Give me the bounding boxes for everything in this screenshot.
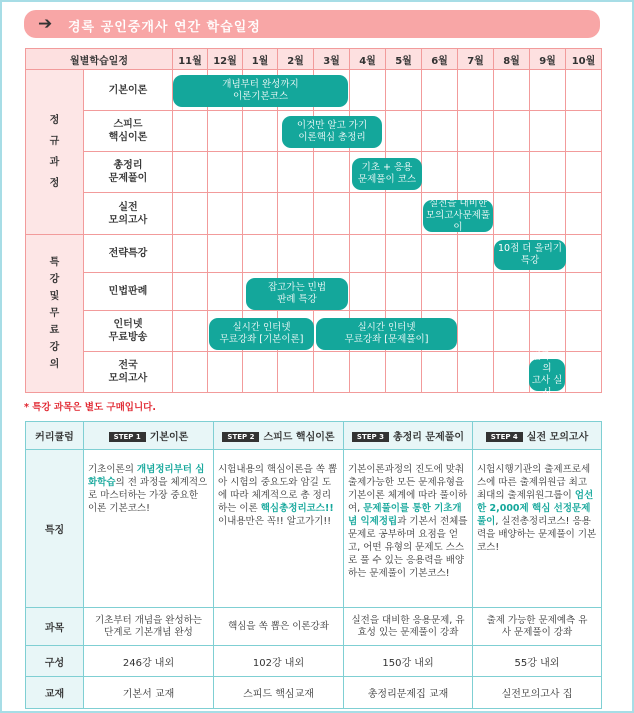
schedule-bar: 기초 + 응용 문제풀이 코스 [352, 158, 422, 190]
month-header: 5월 [386, 49, 422, 70]
composition-row [26, 646, 602, 677]
schedule-header-label: 월별학습일정 [26, 49, 173, 70]
step-name: 기본이론 [149, 432, 189, 443]
row-label: 민법판례 [84, 273, 173, 311]
schedule-bar: 개념부터 완성까지 이론기본코스 [173, 75, 348, 107]
schedule-bar: 실시간 인터넷 무료강좌 [문제풀이] [316, 318, 457, 350]
page-title: 경록 공인중개사 연간 학습일정 [68, 20, 261, 35]
subject-label: 과목 [26, 608, 84, 646]
step-name: 총정리 문제풀이 [392, 432, 465, 443]
feature-text: 시험내용의 핵심이론을 쏙 뽑아 시험의 중요도와 암길 도에 따라 체계적으로 총 정리하는 이론 [218, 464, 338, 514]
step-badge: STEP 4 [486, 432, 523, 442]
schedule-row [26, 193, 602, 235]
row-label: 실전 모의고사 [84, 193, 173, 235]
month-header: 3월 [314, 49, 350, 70]
feature-text: 의 전 과정을 체계적으로 마스터하는 가장 중요한 이론 기본코스! [88, 477, 208, 514]
row-label: 기본이론 [84, 70, 173, 111]
feature-text: , 실전총정리코스! 응용력을 배양하는 문제풀이 기본코스! [477, 516, 597, 553]
group-label-special [26, 235, 84, 393]
step-badge: STEP 3 [352, 432, 389, 442]
month-header-row [26, 49, 602, 70]
feature-label: 특징 [26, 450, 84, 608]
row-label: 전략특강 [84, 235, 173, 273]
feature-cell [84, 450, 214, 608]
composition-cell: 55강 내외 [473, 646, 602, 677]
row-label: 총정리 문제풀이 [84, 152, 173, 193]
curriculum-header-row [26, 422, 602, 450]
feature-text: 시험시행기관의 출제프로세스에 따른 출제위원급 최고 최대의 출제위원그룹이 [477, 464, 591, 501]
month-header: 8월 [494, 49, 530, 70]
schedule-bar: 실전을 대비한 모의고사문제풀이 [423, 200, 493, 232]
month-header: 4월 [350, 49, 386, 70]
schedule-row [26, 152, 602, 193]
subject-cell: 핵심을 쏙 뽑은 이론강좌 [214, 608, 344, 646]
feature-text: 기본이론과정의 진도에 맞춰 출제가능한 모든 문제유형을 기본이론 체계에 따라 풀이하여, [348, 464, 468, 514]
subject-cell: 출제 가능한 문제예측 유사 문제풀이 강좌 [473, 608, 602, 646]
month-header: 1월 [243, 49, 278, 70]
composition-cell: 150강 내외 [344, 646, 473, 677]
row-label: 인터넷 무료방송 [84, 311, 173, 352]
title-bar [24, 10, 600, 38]
curriculum-table [25, 421, 601, 709]
feature-highlight: 핵심총정리코스!! [260, 503, 334, 514]
subject-row [26, 608, 602, 646]
feature-cell [214, 450, 344, 608]
curriculum-corner: 커리큘럼 [26, 422, 84, 450]
subject-cell: 실전을 대비한 응용문제, 유효성 있는 문제풀이 강좌 [344, 608, 473, 646]
schedule-grid [25, 48, 601, 398]
schedule-bar: 이것만 알고 가기 이론핵심 총정리 [282, 116, 382, 148]
feature-text: 과 기본서 전체를 문제로 공부하며 요점을 얻고, 어떤 유형의 문제도 스스로 풀 수 있는 응용력을 배양하는 문제풀이 기본코스! [348, 516, 468, 579]
group-label-text: 정규과정 [49, 115, 60, 189]
textbook-row [26, 677, 602, 709]
composition-cell: 246강 내외 [84, 646, 214, 677]
month-header: 7월 [458, 49, 494, 70]
step-header [214, 422, 344, 450]
step-header [473, 422, 602, 450]
group-label-text: 특강및무료강의 [49, 257, 60, 370]
step-header [84, 422, 214, 450]
textbook-cell: 실전모의고사 집 [473, 677, 602, 709]
feature-cell [344, 450, 473, 608]
composition-cell: 102강 내외 [214, 646, 344, 677]
schedule-bar: 실시간 인터넷 무료강좌 [기본이론] [209, 318, 314, 350]
month-header: 9월 [530, 49, 566, 70]
feature-row [26, 450, 602, 608]
schedule-bar: 전국 모의 고사 실시 [529, 359, 565, 391]
step-name: 스피드 핵심이론 [263, 432, 335, 443]
schedule-bar: 10점 더 올리기 특강 [494, 240, 566, 270]
feature-text: 이내용만은 꼭!! 알고가기!! [218, 516, 332, 527]
month-header: 10월 [566, 49, 602, 70]
row-label: 스피드 핵심이론 [84, 111, 173, 152]
composition-label: 구성 [26, 646, 84, 677]
textbook-cell: 스피드 핵심교재 [214, 677, 344, 709]
feature-highlight: 엄선한 2,000제 핵심 선정문제풀이 [477, 490, 594, 527]
feature-text: 기초이론의 [88, 464, 137, 475]
schedule-row [26, 352, 602, 393]
month-header: 12월 [208, 49, 243, 70]
schedule-bar: 잡고가는 민법 판례 특강 [246, 278, 348, 310]
group-label-regular [26, 70, 84, 235]
textbook-cell: 기본서 교재 [84, 677, 214, 709]
step-name: 실전 모의고사 [526, 432, 589, 443]
step-badge: STEP 2 [222, 432, 259, 442]
step-badge: STEP 1 [109, 432, 146, 442]
textbook-label: 교재 [26, 677, 84, 709]
arrow-right-icon: ➔ [38, 14, 53, 34]
feature-cell [473, 450, 602, 608]
row-label: 전국 모의고사 [84, 352, 173, 393]
month-header: 6월 [422, 49, 458, 70]
month-header: 11월 [173, 49, 208, 70]
step-header [344, 422, 473, 450]
subject-cell: 기초부터 개념을 완성하는 단계로 기본개념 완성 [84, 608, 214, 646]
special-lecture-note: * 특강 과목은 별도 구매입니다. [24, 402, 156, 413]
feature-highlight: 개념정리부터 심화학습 [88, 464, 205, 488]
feature-highlight: 문제풀이를 통한 기초개념 익제정립 [348, 503, 462, 527]
textbook-cell: 총정리문제집 교재 [344, 677, 473, 709]
month-header: 2월 [278, 49, 314, 70]
